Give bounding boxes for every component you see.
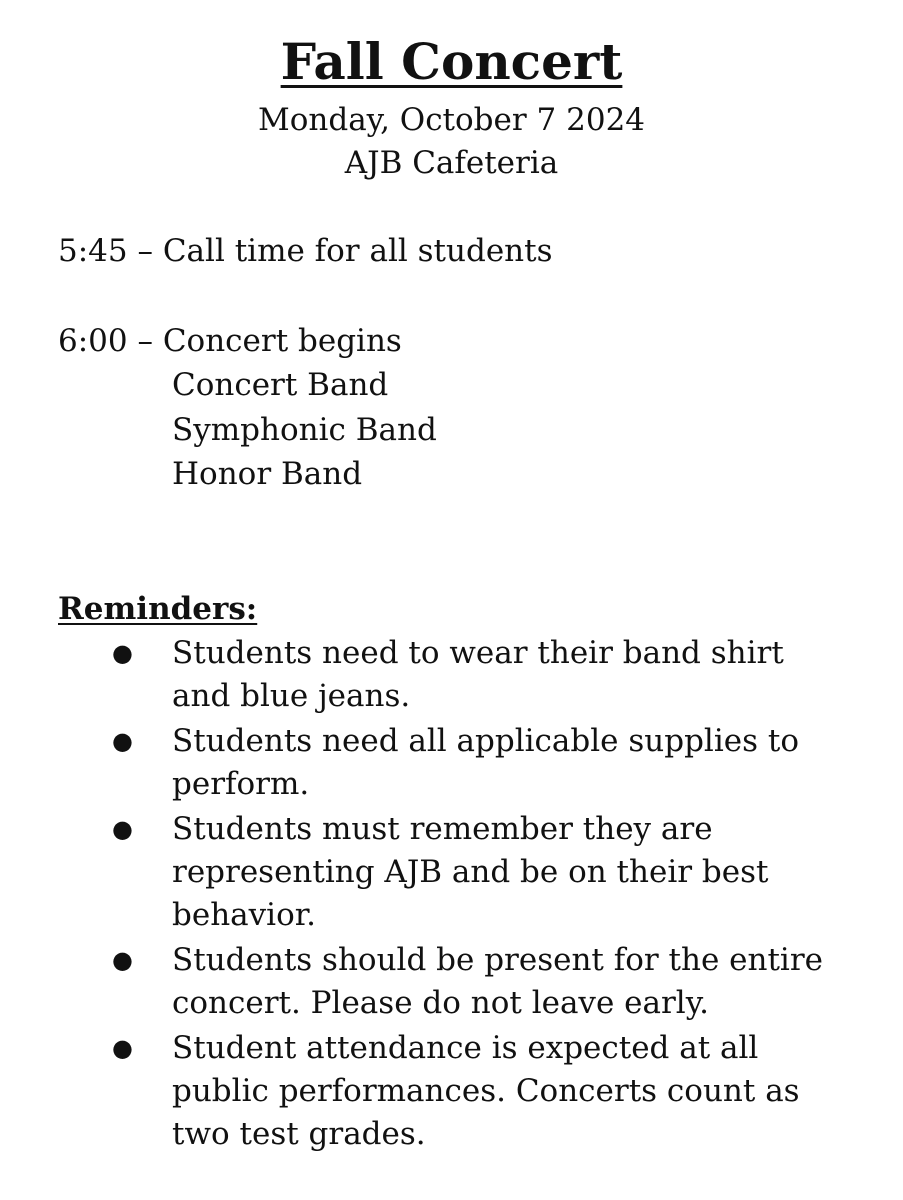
call-time-line: 5:45 – Call time for all students	[58, 233, 553, 269]
reminder-text: Students must remember they are representing AJB and be on their best behavior.	[172, 811, 769, 933]
bullet-icon: ●	[112, 1034, 133, 1062]
event-date: Monday, October 7 2024	[257, 102, 646, 138]
reminder-text: Students should be present for the entire concert. Please do not leave early.	[172, 942, 824, 1021]
concert-start-line: 6:00 – Concert begins	[58, 323, 402, 359]
reminder-text: Students need to wear their band shirt and blue jeans.	[172, 635, 784, 714]
reminder-text: Student attendance is expected at all public performances. Concerts count as two test grades.	[172, 1030, 800, 1152]
list-item	[0, 632, 832, 718]
bullet-icon: ●	[112, 946, 133, 974]
band-honor: Honor Band	[172, 456, 363, 492]
reminders-heading: Reminders:	[58, 591, 258, 627]
list-item	[0, 939, 832, 1025]
reminder-text: Students need all applicable supplies to perform.	[172, 723, 799, 802]
event-location: AJB Cafeteria	[344, 145, 559, 181]
bullet-icon: ●	[112, 727, 133, 755]
bullet-icon: ●	[112, 815, 133, 843]
list-item	[0, 1027, 832, 1156]
list-item	[0, 720, 832, 806]
reminders-list	[0, 632, 903, 1158]
page-title: Fall Concert	[280, 32, 623, 91]
bullet-icon: ●	[112, 639, 133, 667]
list-item	[0, 808, 832, 937]
band-symphonic: Symphonic Band	[172, 412, 437, 448]
band-concert: Concert Band	[172, 367, 389, 403]
